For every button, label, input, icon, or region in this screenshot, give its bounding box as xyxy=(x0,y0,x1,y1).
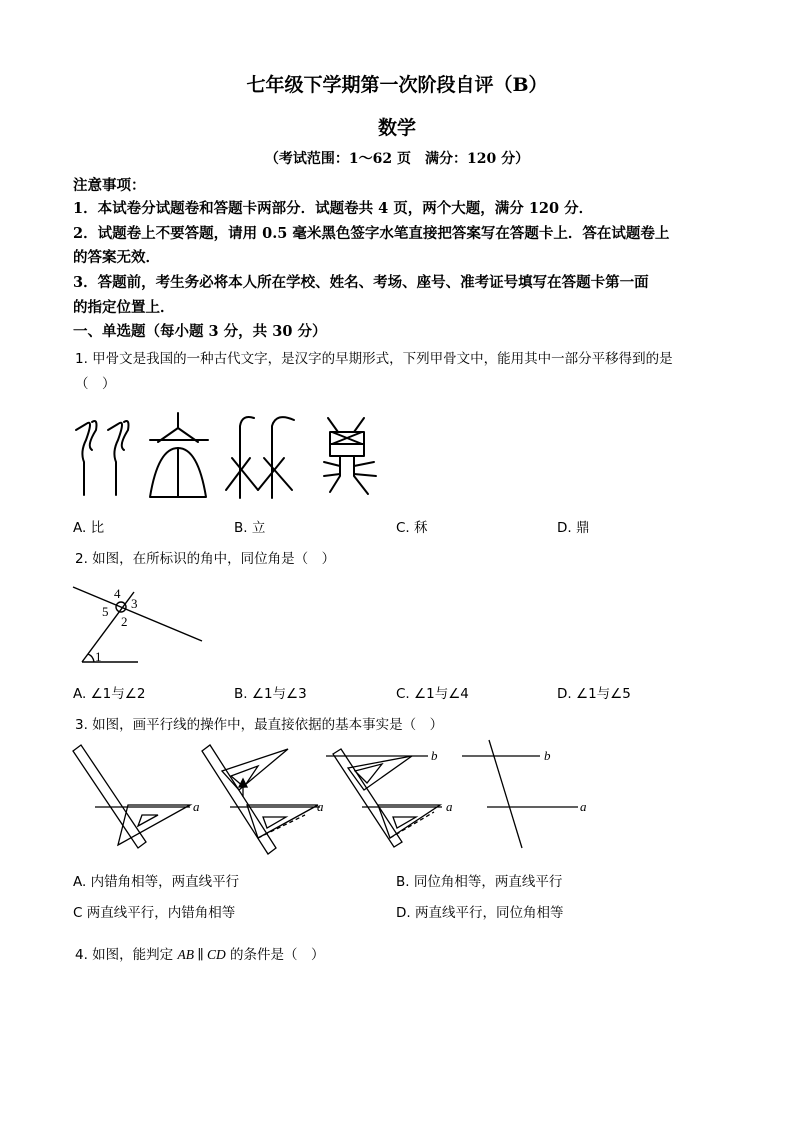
q3-stem: 3. 如图，画平行线的操作中，最直接依据的基本事实是（ ） xyxy=(75,717,444,733)
section-heading: 一、单选题（每小题 3 分，共 30 分） xyxy=(73,323,327,340)
q2-angle-label-2: 2 xyxy=(121,614,128,629)
notes-line-4: 3．答题前，考生务必将本人所在学校、姓名、考场、座号、准考证号填写在答题卡第一面 xyxy=(73,274,649,291)
exam-title: 七年级下学期第一次阶段自评（B） xyxy=(246,74,548,96)
q3-option-b[interactable]: B. 同位角相等，两直线平行 xyxy=(396,874,563,890)
q4-stem xyxy=(75,943,325,963)
q4-stem-math: AB ∥ CD xyxy=(177,947,226,962)
q1-option-b[interactable]: B. 立 xyxy=(234,520,266,536)
q3-option-a[interactable]: A. 内错角相等，两直线平行 xyxy=(73,874,240,890)
notes-line-2: 2．试题卷上不要答题，请用 0.5 毫米黑色签字水笔直接把答案写在答题卡上．答在试题卷上 xyxy=(73,225,670,242)
q3-label-b-3: b xyxy=(431,748,438,763)
q1-option-d[interactable]: D. 鼎 xyxy=(557,520,590,536)
notes-heading: 注意事项： xyxy=(73,177,146,194)
q3-panel-1 xyxy=(73,745,190,848)
q2-option-c[interactable]: C. ∠1与∠4 xyxy=(396,686,469,702)
notes-line-1: 1．本试卷分试题卷和答题卡两部分．试题卷共 4 页，两个大题，满分 120 分． xyxy=(73,200,594,217)
q1-option-a[interactable]: A. 比 xyxy=(73,520,105,536)
q3-option-c[interactable]: C 两直线平行，内错角相等 xyxy=(73,905,236,921)
q2-angle-label-3: 3 xyxy=(131,596,138,611)
q3-label-a-3: a xyxy=(446,799,453,814)
q3-panel-4 xyxy=(462,740,578,848)
q3-label-a-2: a xyxy=(317,799,324,814)
q3-label-b-4: b xyxy=(544,748,551,763)
q1-stem: 1. 甲骨文是我国的一种古代文字，是汉字的早期形式，下列甲骨文中，能用其中一部分平移得到的是 xyxy=(75,351,673,367)
q2-option-d[interactable]: D. ∠1与∠5 xyxy=(557,686,631,702)
q2-option-a[interactable]: A. ∠1与∠2 xyxy=(73,686,146,702)
subject-title: 数学 xyxy=(377,117,416,139)
q2-angle-label-5: 5 xyxy=(102,604,109,619)
q4-stem-prefix: 4. 如图，能判定 xyxy=(75,947,178,963)
q2-angle-label-1: 1 xyxy=(95,649,102,664)
exam-scope: （考试范围：1～62 页 满分：120 分） xyxy=(264,151,530,167)
q2-angle-label-4: 4 xyxy=(114,586,121,601)
q3-label-a-1: a xyxy=(193,799,200,814)
q2-option-b[interactable]: B. ∠1与∠3 xyxy=(234,686,307,702)
q1-blank: （ ） xyxy=(75,376,116,392)
q3-option-d[interactable]: D. 两直线平行，同位角相等 xyxy=(396,905,564,921)
notes-line-5: 的指定位置上． xyxy=(73,299,175,316)
q3-panel-3 xyxy=(326,749,442,847)
q2-stem: 2. 如图，在所标识的角中，同位角是（ ） xyxy=(75,551,336,567)
q4-stem-suffix: 的条件是（ ） xyxy=(225,947,325,963)
q3-panel-2 xyxy=(202,745,320,854)
notes-line-3: 的答案无效． xyxy=(73,249,160,266)
q3-label-a-4: a xyxy=(580,799,587,814)
q1-option-c[interactable]: C. 秝 xyxy=(396,520,428,536)
